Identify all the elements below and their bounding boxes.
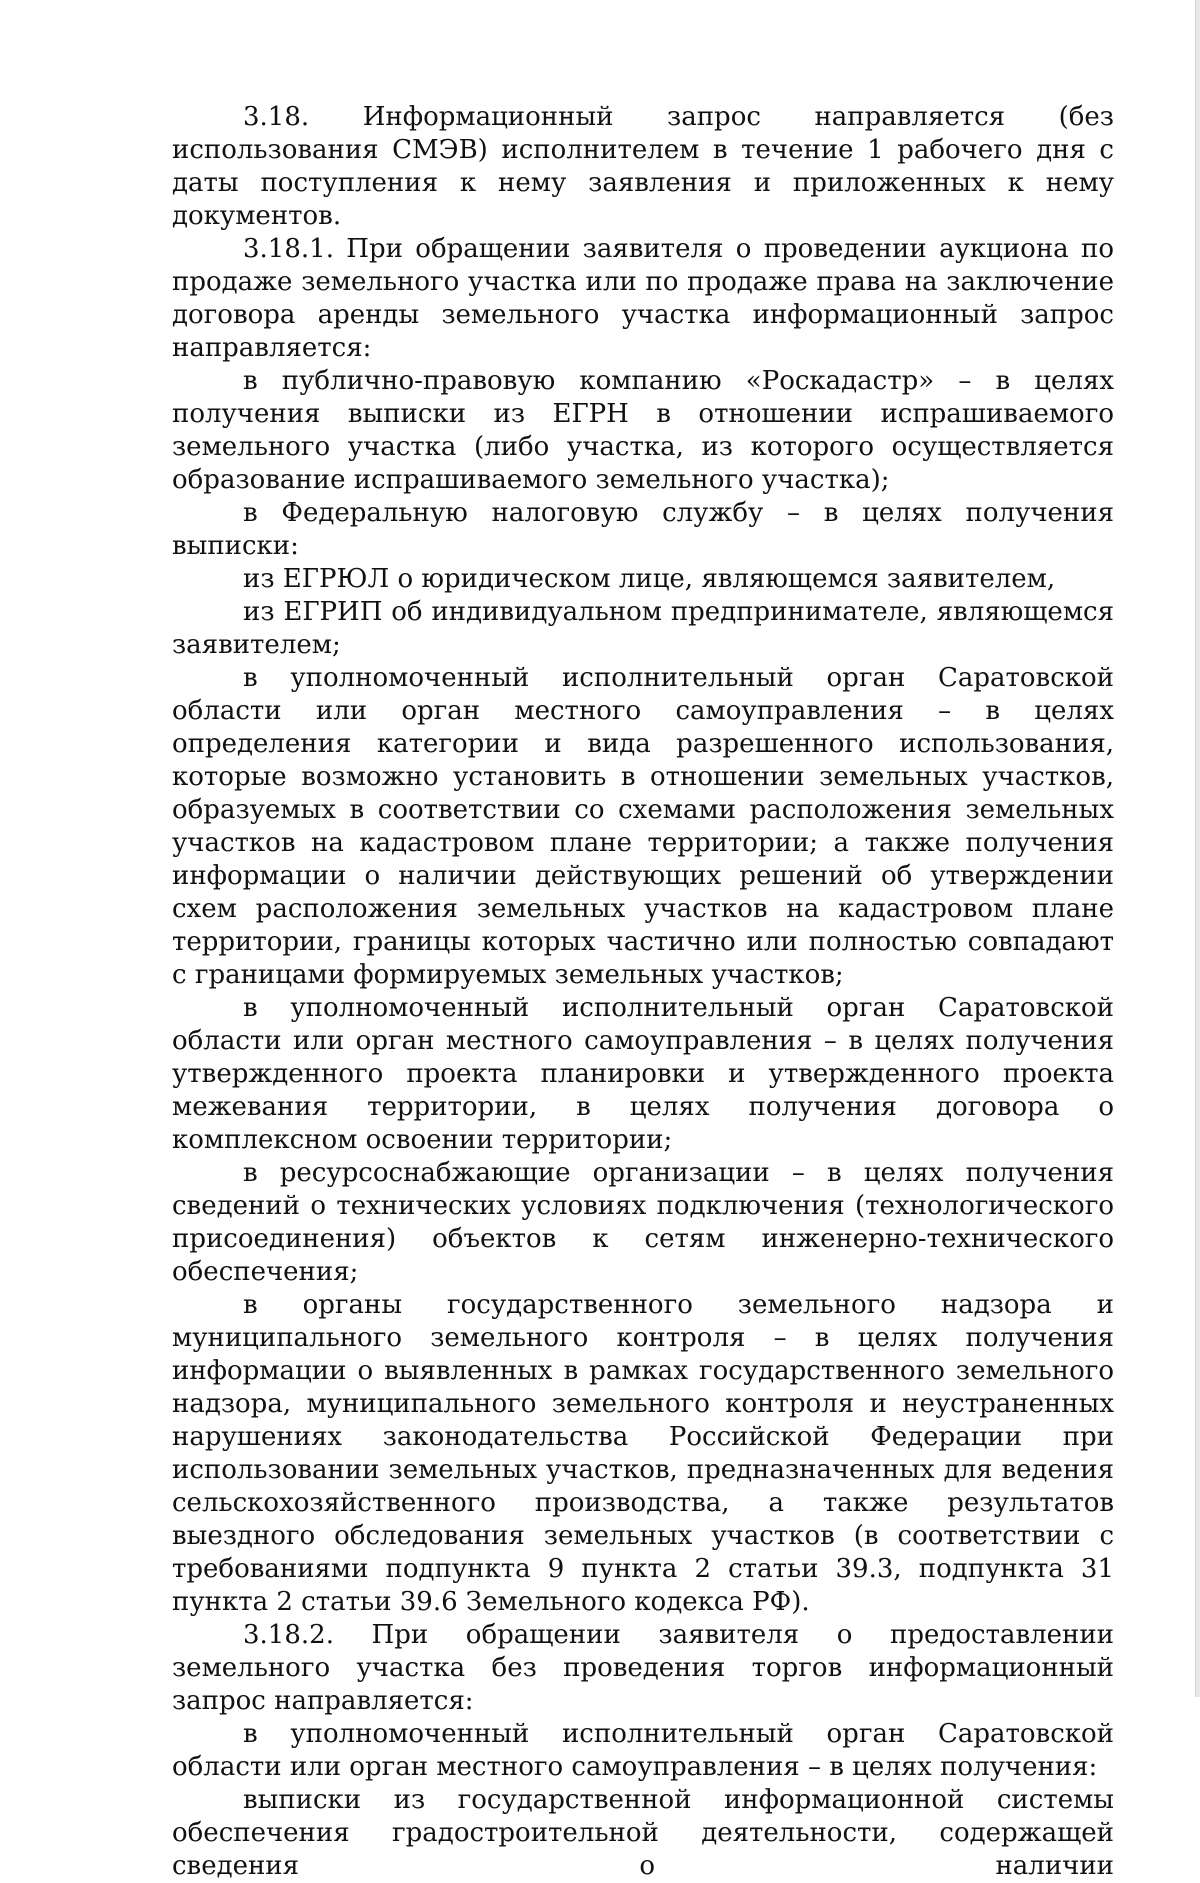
paragraph-egrul: из ЕГРЮЛ о юридическом лице, являющемся заявителем, — [243, 564, 1056, 594]
paragraph-3-18-2: 3.18.2. При обращении заявителя о предоставлении земельного участка без проведения торгов информационный запрос направляется: — [172, 1620, 1114, 1716]
paragraph-egrip: из ЕГРИП об индивидуальном предпринимателе, являющемся заявителем; — [172, 597, 1114, 660]
paragraph-land-supervision: в органы государственного земельного надзора и муниципального земельного контроля – в целях получения информации о выявленных в рамках государственного земельного надзора, муниципального земельного контроля и неустраненных нарушениях законодательства Российской Федерации при использовании земельных участков, предназначенных для ведения сельскохозяйственного производства, а также результатов выездного обследования земельных участков (в соответствии с требованиями подпункта 9 пункта 2 статьи 39.3, подпункта 31 пункта 2 статьи 39.6 Земельного кодекса РФ). — [172, 1290, 1114, 1617]
paragraph-roskadastr: в публично-правовую компанию «Роскадастр» – в целях получения выписки из ЕГРН в отношении испрашиваемого земельного участка (либо участка, из которого осуществляется образование испрашиваемого земельного участка); — [172, 366, 1114, 495]
paragraph-3-18-1: 3.18.1. При обращении заявителя о проведении аукциона по продаже земельного участка или по продаже права на заключение договора аренды земельного участка информационный запрос направляется: — [172, 234, 1114, 363]
paragraph-tax-service: в Федеральную налоговую службу – в целях получения выписки: — [172, 498, 1114, 561]
document-body — [172, 101, 1114, 1883]
paragraph-resource-supply: в ресурсоснабжающие организации – в целях получения сведений о технических условиях подключения (технологического присоединения) объектов к сетям инженерно-технического обеспечения; — [172, 1158, 1114, 1287]
page-edge-rule — [1195, 0, 1200, 1697]
paragraph-authority-planning: в уполномоченный исполнительный орган Саратовской области или орган местного самоуправления – в целях получения утвержденного проекта планировки и утвержденного проекта межевания территории, в целях получения договора о комплексном освоении территории; — [172, 993, 1114, 1155]
paragraph-authority-categories: в уполномоченный исполнительный орган Саратовской области или орган местного самоуправления – в целях определения категории и вида разрешенного использования, которые возможно установить в отношении земельных участков, образуемых в соответствии со схемами расположения земельных участков на кадастровом плане территории; а также получения информации о наличии действующих решений об утверждении схем расположения земельных участков на кадастровом плане территории, границы которых частично или полностью совпадают с границами формируемых земельных участков; — [172, 663, 1114, 990]
paragraph-gisogd-extract: выписки из государственной информационной системы обеспечения градостроительной деятельности, содержащей сведения о наличии — [172, 1785, 1114, 1881]
paragraph-authority-obtain: в уполномоченный исполнительный орган Саратовской области или орган местного самоуправления – в целях получения: — [172, 1719, 1114, 1782]
paragraph-3-18: 3.18. Информационный запрос направляется (без использования СМЭВ) исполнителем в течение 1 рабочего дня с даты поступления к нему заявления и приложенных к нему документов. — [172, 102, 1114, 231]
